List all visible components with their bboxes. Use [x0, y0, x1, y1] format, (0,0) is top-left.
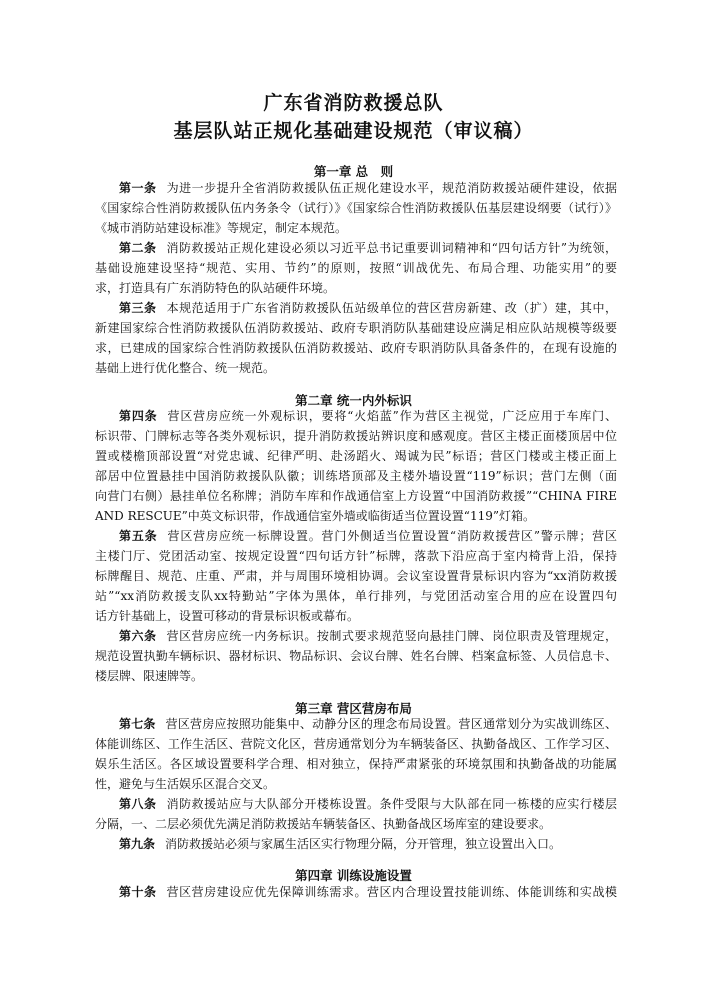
chapter-heading: 第二章 统一内外标识 [295, 393, 412, 408]
document-subtitle: 基层队站正规化基础建设规范（审议稿） [173, 120, 534, 142]
article-line: 新建国家综合性消防救援队伍消防救援站、政府专职消防队基础建设应满足相应队站规模等级要 [95, 321, 617, 335]
article-label: 第十条 [119, 885, 157, 899]
article-text: 营区营房应统一标牌设置。营门外侧适当位置设置“消防救援营区”警示牌；营区 [167, 529, 617, 543]
article-text: 消防救援站应与大队部分开楼栋设置。条件受限与大队部在同一栋楼的应实行楼层 [166, 797, 617, 811]
article-line: 规范设置执勤车辆标识、器材标识、物品标识、会议台牌、姓名台牌、档案盒标签、人员信息卡、 [95, 649, 617, 663]
article-label: 第一条 [119, 181, 157, 195]
article-first-line [119, 628, 617, 644]
article-text: 营区营房应按照功能集中、动静分区的理念布局设置。营区通常划分为实战训练区、 [165, 717, 617, 731]
article-text: 营区营房建设应优先保障训练需求。营区内合理设置技能训练、体能训练和实战模 [166, 885, 617, 899]
article-line: 娱乐生活区。各区域设置要科学合理、相对独立，保持严肃紧张的环境氛围和执勤备战的功能属 [95, 757, 617, 771]
article-first-line [119, 300, 617, 316]
article-line: 分隔，一、二层必须优先满足消防救援站车辆装备区、执勤备战区场库室的建设要求。 [95, 817, 552, 831]
article-line: 标识带、门牌标志等各类外观标识，提升消防救援站辨识度和感观度。营区主楼正面楼顶居中位 [95, 429, 617, 443]
article-text: 营区营房应统一外观标识，要将“火焰蓝”作为营区主视觉，广泛应用于车库门、 [167, 409, 617, 423]
article-first-line [119, 836, 617, 852]
article-line: 基础设施建设坚持“规范、实用、节约”的原则，按照“训战优先、布局合理、功能实用”的要 [95, 261, 617, 275]
chapter-heading: 第三章 营区营房布局 [295, 701, 412, 716]
article-text: 消防救援站必须与家属生活区实行物理分隔，分开管理，独立设置出入口。 [165, 837, 562, 851]
article-line: 站”“xx消防救援支队xx特勤站”字体为黑体，单行排列，与党团活动室合用的应在设置四句 [95, 589, 617, 603]
article-line: 主楼门厅、党团活动室、按规定设置“四句话方针”标牌，落款下沿应高于室内椅背上沿，保持 [95, 549, 617, 563]
article-text: 营区营房应统一内务标识。按制式要求规范竖向悬挂门牌、岗位职责及管理规定， [166, 629, 617, 643]
chapter-heading: 第一章 总 则 [313, 164, 394, 179]
article-text: 本规范适用于广东省消防救援队伍站级单位的营区营房新建、改（扩）建，其中， [166, 301, 617, 315]
article-label: 第七条 [119, 717, 156, 731]
article-line: 体能训练区、工作生活区、营院文化区，营房通常划分为车辆装备区、执勤备战区、工作学习区、 [95, 737, 617, 751]
article-line: 求，打造具有广东消防特色的队站硬件环境。 [95, 281, 336, 295]
article-label: 第八条 [119, 797, 157, 811]
article-first-line [119, 408, 617, 424]
article-label: 第五条 [119, 529, 158, 543]
article-line: 《城市消防站建设标准》等规定，制定本规范。 [95, 221, 348, 235]
article-first-line [119, 884, 617, 900]
article-line: 置或楼檐顶部设置“对党忠诚、纪律严明、赴汤蹈火、竭诚为民”标语；营区门楼或主楼正面上 [95, 449, 617, 463]
article-line: 基础上进行优化整合、统一规范。 [95, 361, 276, 375]
article-line: 话方针基础上，设置可移动的背景标识板或幕布。 [95, 609, 360, 623]
article-line: AND RESCUE”中英文标识带，作战通信室外墙或临街适当位置设置“119”灯箱。 [95, 509, 535, 523]
article-text: 消防救援站正规化建设必须以习近平总书记重要训词精神和“四句话方针”为统领， [166, 241, 617, 255]
article-first-line [119, 180, 617, 196]
article-first-line [119, 716, 617, 732]
article-label: 第二条 [119, 241, 157, 255]
article-line: 性，避免与生活娱乐区混合交叉。 [95, 777, 276, 791]
article-line: 求，已建成的国家综合性消防救援队伍消防救援站、政府专职消防队具备条件的，在现有设施的 [95, 341, 617, 355]
article-line: 楼层牌、限速牌等。 [95, 669, 204, 683]
article-first-line [119, 528, 617, 544]
article-line: 《国家综合性消防救援队伍内务条令（试行）》《国家综合性消防救援队伍基层建设纲要（试行）》 [95, 201, 617, 215]
document-title: 广东省消防救援总队 [263, 92, 444, 114]
article-first-line [119, 240, 617, 256]
article-line: 向营门右侧）悬挂单位名称牌；消防车库和作战通信室上方设置“中国消防救援”“CHINA FIRE [95, 489, 617, 503]
article-label: 第九条 [119, 837, 156, 851]
article-line: 部居中位置悬挂中国消防救援队队徽；训练塔顶部及主楼外墙设置“119”标识；营门左侧（面 [95, 469, 617, 483]
article-label: 第六条 [119, 629, 157, 643]
article-label: 第三条 [119, 301, 157, 315]
article-first-line [119, 796, 617, 812]
chapter-heading: 第四章 训练设施设置 [295, 868, 412, 883]
article-label: 第四条 [119, 409, 158, 423]
article-line: 标牌醒目、规范、庄重、严肃，并与周围环境相协调。会议室设置背景标识内容为“xx消防救援 [95, 569, 617, 583]
article-text: 为进一步提升全省消防救援队伍正规化建设水平，规范消防救援站硬件建设，依据 [166, 181, 617, 195]
